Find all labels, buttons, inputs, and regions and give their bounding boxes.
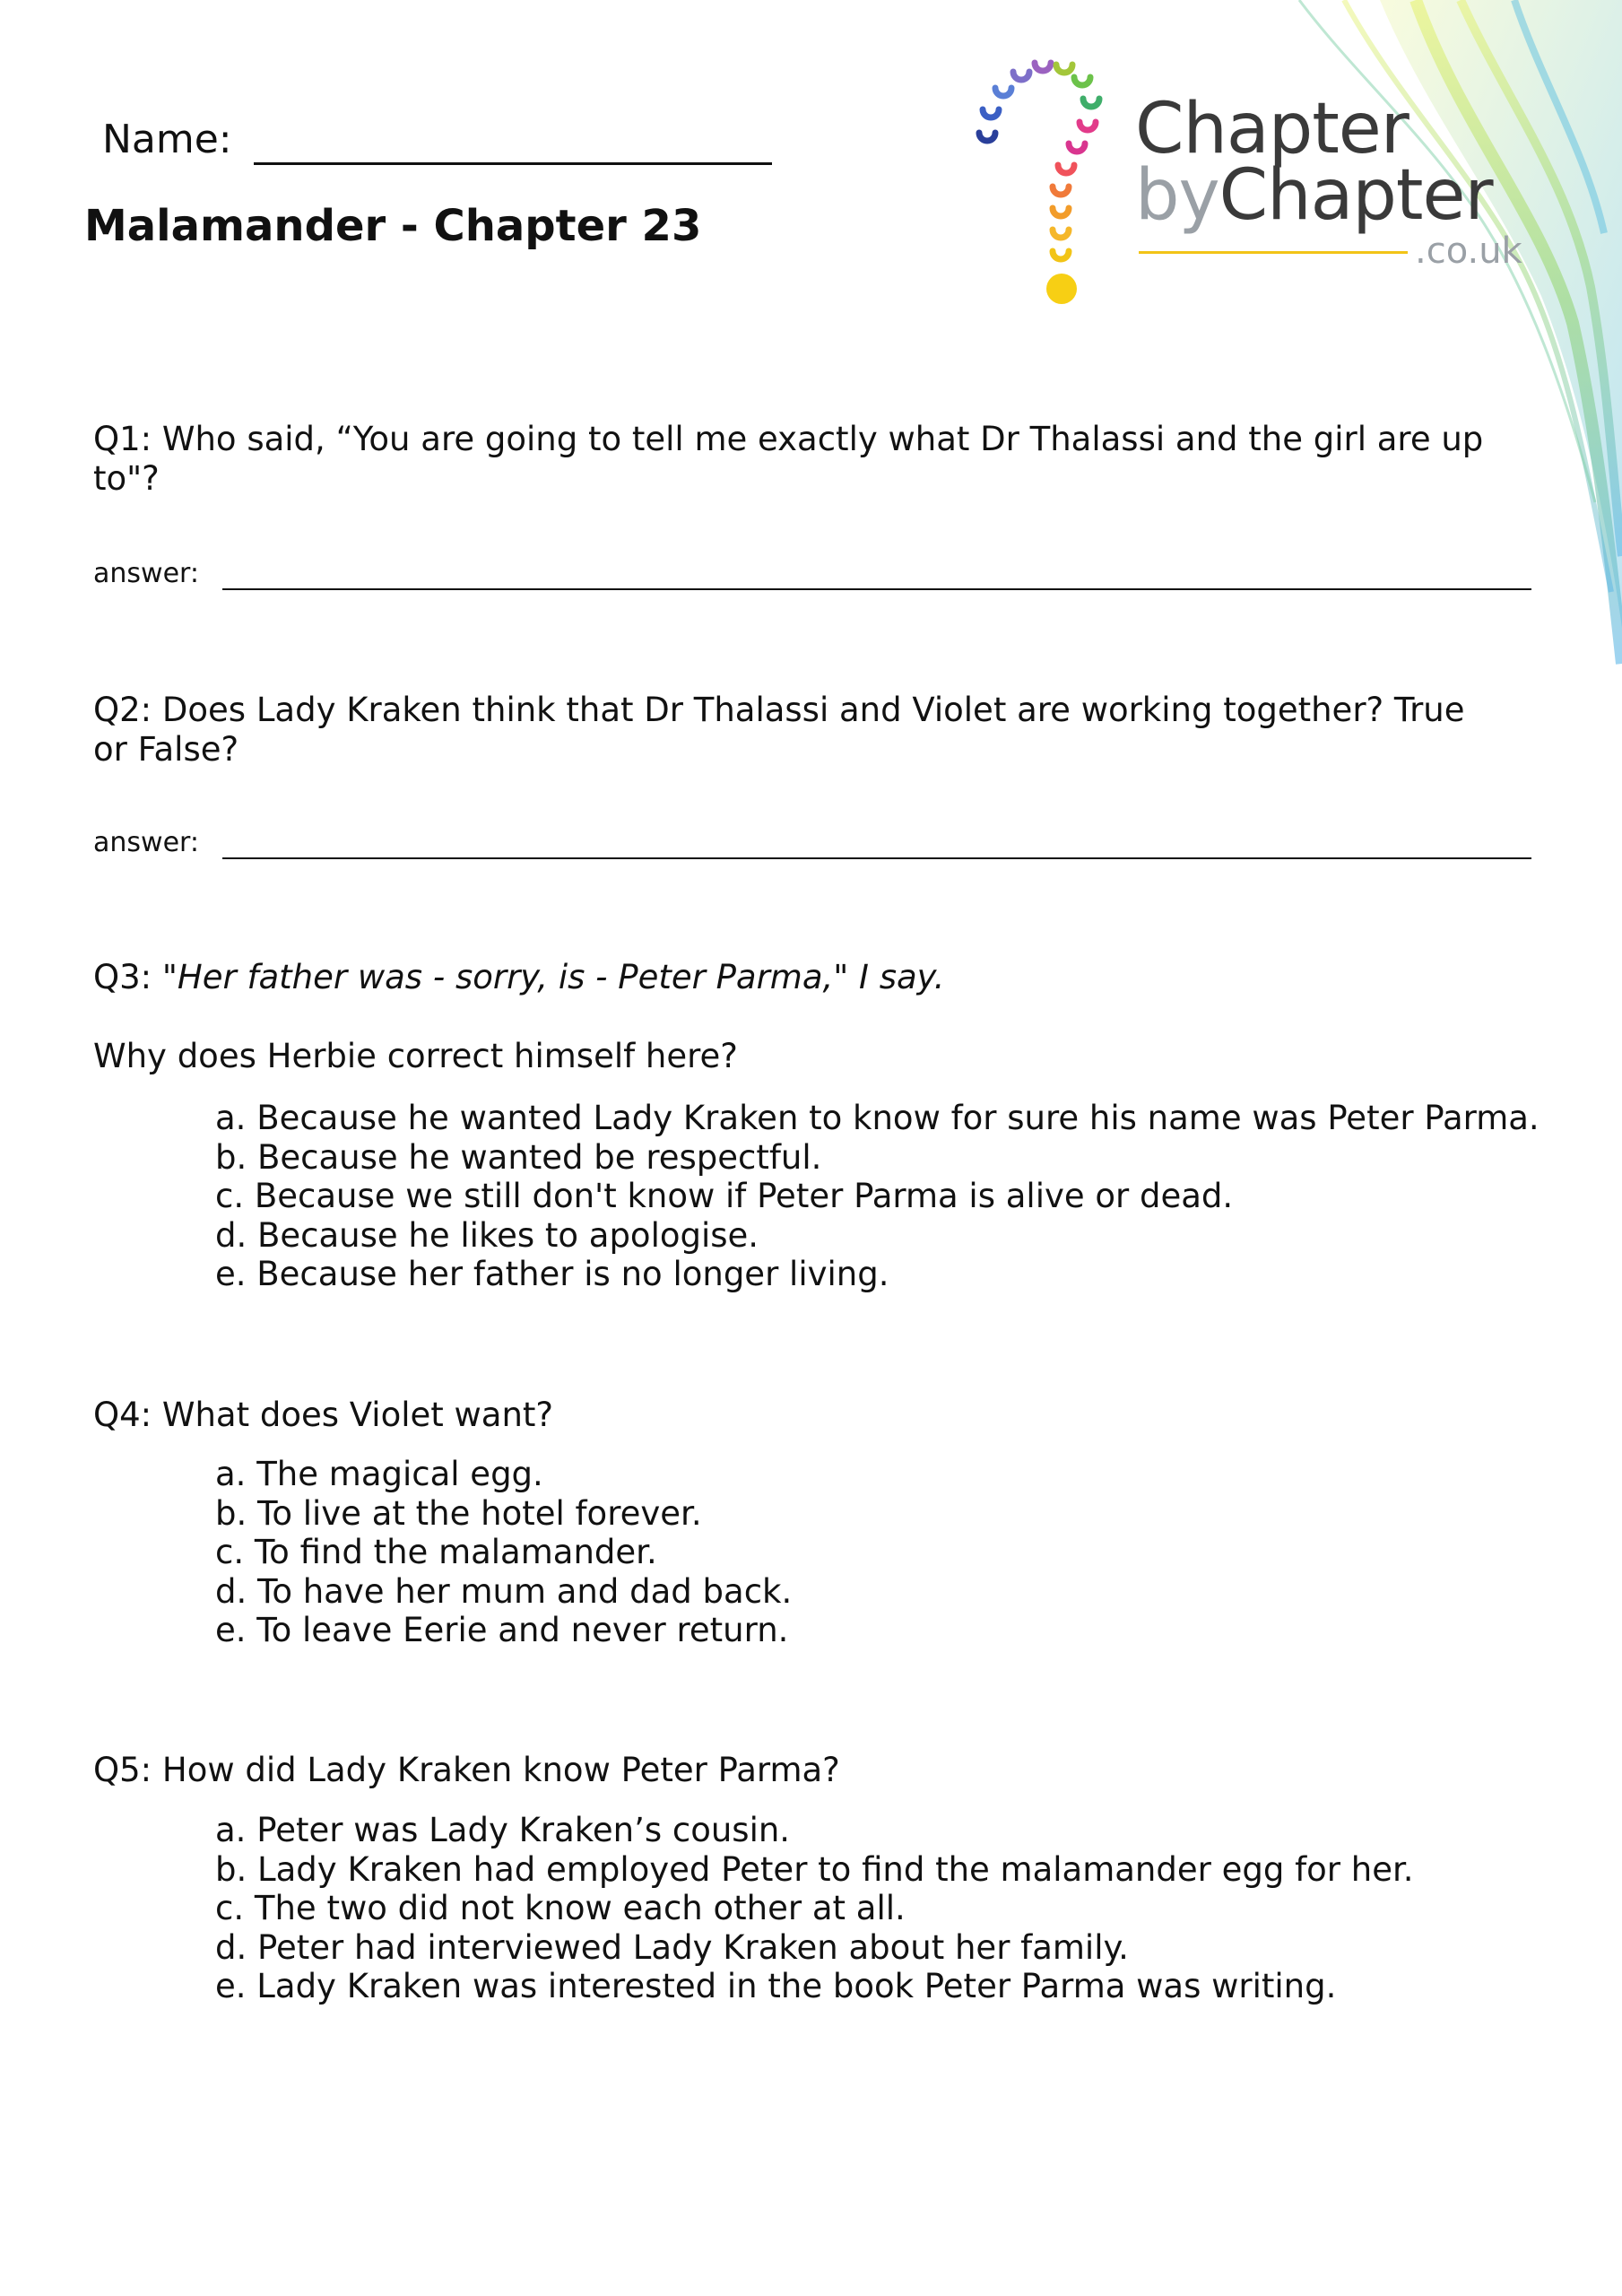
option-item[interactable]: d. Peter had interviewed Lady Kraken about her family.: [215, 1927, 1129, 1967]
chapter-by-chapter-logo: [959, 52, 1533, 312]
answer-label: answer:: [93, 558, 199, 589]
question-3: Why does Herbie correct himself here?: [93, 1037, 738, 1075]
option-item[interactable]: e. Because her father is no longer living.: [215, 1255, 889, 1293]
option-item[interactable]: a. Because he wanted Lady Kraken to know for sure his name was Peter Parma.: [215, 1099, 1540, 1137]
question-3-quote-text: "Her father was - sorry, is - Peter Parma," I say.: [161, 958, 945, 996]
option-item[interactable]: c. Because we still don't know if Peter Parma is alive or dead.: [215, 1177, 1234, 1215]
worksheet-title: Malamander - Chapter 23: [84, 201, 702, 251]
question-4: Q4: What does Violet want?: [93, 1396, 554, 1434]
name-field: [102, 115, 772, 165]
question-3-options: [215, 1099, 1540, 1294]
question-3-prefix: Q3:: [93, 958, 162, 996]
name-label: Name:: [102, 117, 232, 162]
logo-word-by: by: [1135, 155, 1219, 236]
option-item[interactable]: c. To find the malamander.: [215, 1533, 657, 1571]
logo-underline: [1139, 251, 1408, 254]
option-item[interactable]: a. Peter was Lady Kraken’s cousin.: [215, 1811, 791, 1849]
question-3-quote: [93, 958, 944, 997]
option-item[interactable]: d. To have her mum and dad back.: [215, 1571, 793, 1611]
option-item[interactable]: d. Because he likes to apologise.: [215, 1215, 759, 1255]
option-item[interactable]: c. The two did not know each other at all.: [215, 1889, 906, 1927]
question-5-options: [215, 1811, 1414, 2006]
option-item[interactable]: b. Because he wanted be respectful.: [215, 1137, 822, 1177]
question-1: Q1: Who said, “You are going to tell me exactly what Dr Thalassi and the girl are up to"?: [93, 420, 1484, 498]
option-item[interactable]: b. To live at the hotel forever.: [215, 1493, 702, 1533]
option-item[interactable]: e. To leave Eerie and never return.: [215, 1611, 789, 1649]
answer-line-q1[interactable]: [222, 561, 1531, 590]
logo-word-chapter-2: Chapter: [1219, 155, 1493, 236]
option-item[interactable]: a. The magical egg.: [215, 1455, 543, 1493]
book-question-mark-icon: [959, 52, 1121, 312]
logo-domain-suffix: .co.uk: [1415, 230, 1522, 272]
answer-label: answer:: [93, 827, 199, 858]
logo-word-chapter: Chapter: [1135, 89, 1409, 170]
option-item[interactable]: e. Lady Kraken was interested in the book Peter Parma was writing.: [215, 1967, 1337, 2005]
logo-word-by-chapter: [1135, 155, 1493, 236]
question-4-options: [215, 1455, 792, 1650]
option-item[interactable]: b. Lady Kraken had employed Peter to find the malamander egg for her.: [215, 1849, 1414, 1889]
question-2: Q2: Does Lady Kraken think that Dr Thalassi and Violet are working together? True or False?: [93, 691, 1465, 769]
answer-row-q1: [93, 558, 1531, 590]
answer-line-q2[interactable]: [222, 831, 1531, 859]
question-5: Q5: How did Lady Kraken know Peter Parma?: [93, 1751, 840, 1789]
name-input-line[interactable]: [254, 126, 772, 165]
answer-row-q2: [93, 827, 1531, 859]
